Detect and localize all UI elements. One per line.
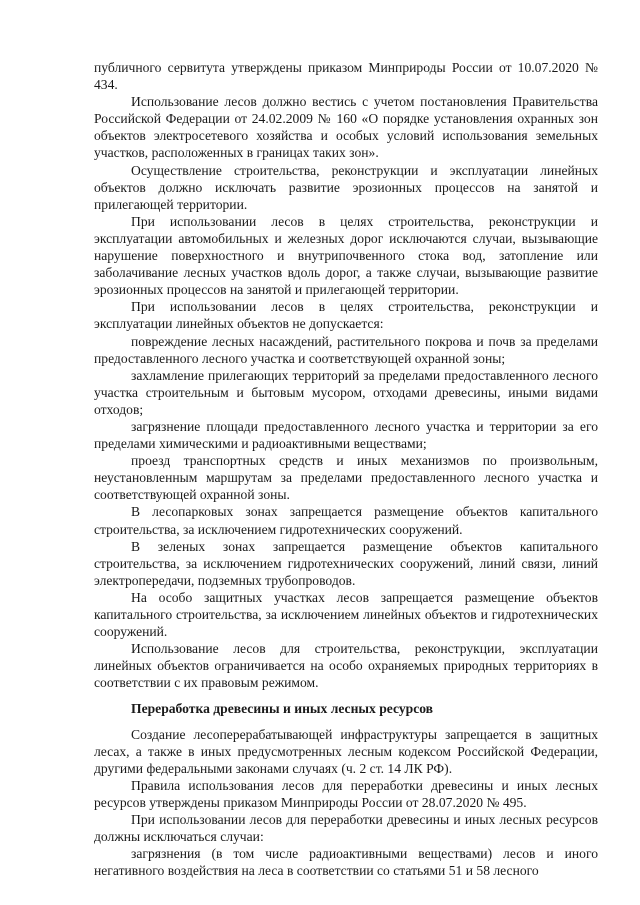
paragraph-infrastructure-ban: Создание лесоперерабатывающей инфраструктуры запрещается в защитных лесах, а также в иных предусмотренных лесным кодексом Российской Федерации, другими федеральными законами случаях (ч. 2 ст. 14 ЛК РФ). xyxy=(94,726,598,776)
paragraph-not-allowed-intro: При использовании лесов в целях строительства, реконструкции и эксплуатации линейных объектов не допускается: xyxy=(94,299,598,332)
paragraph-protective-areas: На особо защитных участках лесов запрещается размещение объектов капитального строительства, за исключением линейных объектов и гидротехнических сооружений. xyxy=(94,589,598,640)
list-item-vehicles: проезд транспортных средств и иных механизмов по произвольным, неустановленным маршрутам за пределами предоставленного лесного участка и соответствующей охранной зоны. xyxy=(94,453,598,503)
list-item-littering: захламление прилегающих территорий за пределами предоставленного лесного участка строительным и бытовым мусором, отходами древесины, иными видами отходов; xyxy=(94,367,598,417)
paragraph-forest-park-zones: В лесопарковых зонах запрещается размещение объектов капитального строительства, за исключением гидротехнических сооружений. xyxy=(94,504,598,537)
list-item-damage: повреждение лесных насаждений, растительного покрова и почв за пределами предоставленного лесного участка и соответствующей охранной зоны; xyxy=(94,333,598,366)
paragraph-linear-objects-erosion: Осуществление строительства, реконструкции и эксплуатации линейных объектов должно исключать развитие эрозионных процессов на занятой и прилегающей территории. xyxy=(94,162,598,212)
section-heading: Переработка древесины и иных лесных ресурсов xyxy=(131,701,434,717)
paragraph-protected-territories: Использование лесов для строительства, реконструкции, эксплуатации линейных объектов ограничивается на особо охраняемых природных территориях в соответствии с их правовым режимом. xyxy=(94,641,598,691)
paragraph-roads: При использовании лесов в целях строительства, реконструкции и эксплуатации автомобильных и железных дорог исключаются случаи, вызывающие нарушение поверхностного и внутрипочвенного стока вод, затопление или заболачивание лесных участков вдоль дорог, а также случаи, вызывающие развитие эрозионных процессов на занятой и прилегающей территории. xyxy=(94,213,598,298)
paragraph-green-zones: В зеленых зонах запрещается размещение объектов капитального строительства, за исключением гидротехнических сооружений, линий связи, линий электропередачи, подземных трубопроводов. xyxy=(94,538,598,588)
paragraph-power-grid-zones: Использование лесов должно вестись с учетом постановления Правительства Российской Федерации от 24.02.2009 № 160 «О порядке установления охранных зон объектов электросетевого хозяйства и особых условий использования земельных участков, расположенных в границах таких зон». xyxy=(94,94,598,161)
document-body xyxy=(94,59,598,879)
paragraph-processing-rules: Правила использования лесов для переработки древесины и иных лесных ресурсов утверждены приказом Минприроды России от 28.07.2020 № 495. xyxy=(94,777,598,810)
list-item-pollution: загрязнение площади предоставленного лесного участка и территории за его пределами химическими и радиоактивными веществами; xyxy=(94,418,598,452)
list-item-contamination: загрязнения (в том числе радиоактивными веществами) лесов и иного негативного воздействия на леса в соответствии со статьями 51 и 58 лесного xyxy=(94,846,598,879)
paragraph-exclusions-intro: При использовании лесов для переработки древесины и иных лесных ресурсов должны исключаться случаи: xyxy=(94,812,598,845)
paragraph-continuation: публичного сервитута утверждены приказом Минприроды России от 10.07.2020 № 434. xyxy=(94,60,598,93)
